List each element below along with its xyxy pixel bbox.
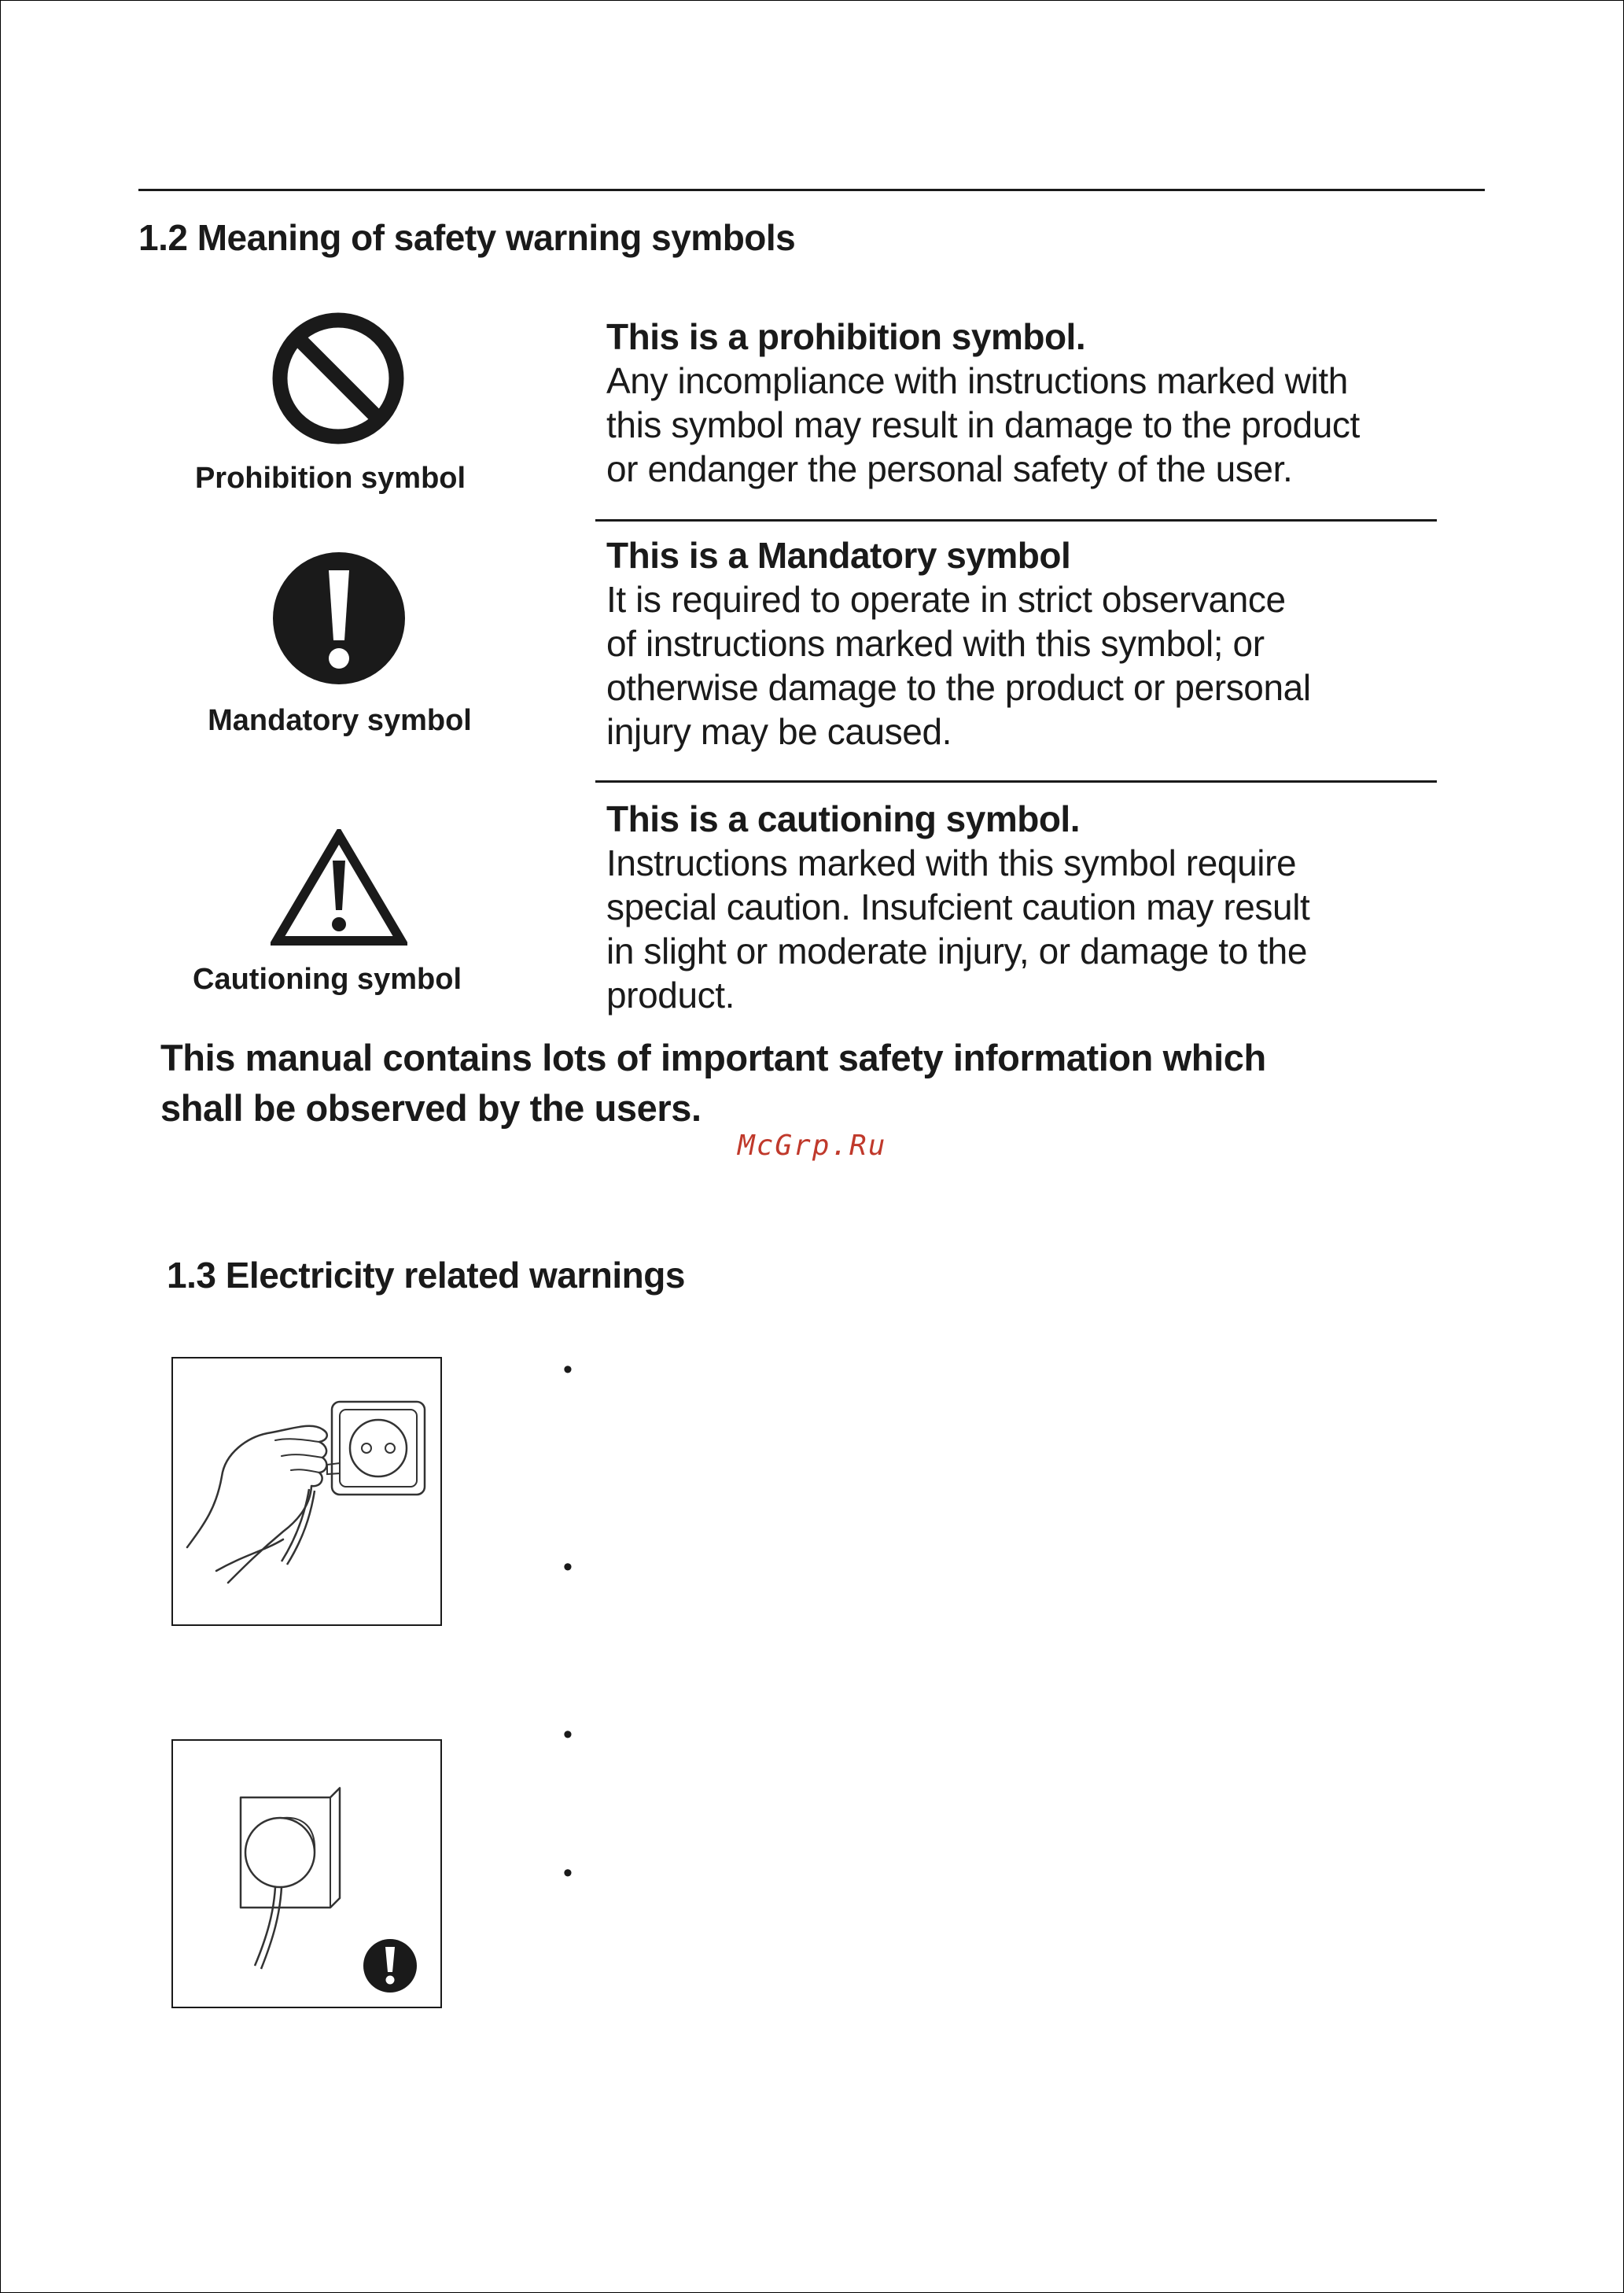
mandatory-title: This is a Mandatory symbol bbox=[606, 535, 1071, 576]
bullet-4: • bbox=[563, 1858, 573, 1888]
prohibition-icon bbox=[271, 312, 405, 445]
caution-title: This is a cautioning symbol. bbox=[606, 798, 1080, 839]
prohibition-symbol-label: Prohibition symbol bbox=[194, 462, 466, 495]
wall-socket-mandatory-icon bbox=[173, 1741, 440, 2007]
mandatory-body: It is required to operate in strict observance of instructions marked with this symbol; or otherwise damage to the product or personal injury may be caused. bbox=[606, 579, 1311, 752]
caution-symbol-label: Cautioning symbol bbox=[193, 963, 462, 996]
section-1-2-heading: 1.2 Meaning of safety warning symbols bbox=[138, 217, 796, 258]
caution-description bbox=[606, 797, 1448, 1017]
prohibition-title: This is a prohibition symbol. bbox=[606, 316, 1086, 357]
hand-unplugging-socket-icon bbox=[173, 1358, 440, 1624]
top-rule bbox=[138, 189, 1485, 191]
prohibition-body: Any incompliance with instructions marked with this symbol may result in damage to the product or endanger the personal safety of the user. bbox=[606, 360, 1360, 489]
divider-rule-2 bbox=[595, 780, 1437, 783]
bullet-1: • bbox=[563, 1355, 573, 1384]
mandatory-icon bbox=[272, 551, 406, 685]
caution-body: Instructions marked with this symbol require special caution. Insufcient caution may result in slight or moderate injury, or damage to the product. bbox=[606, 842, 1310, 1016]
bullet-2: • bbox=[563, 1552, 573, 1582]
unplug-illustration-box bbox=[171, 1357, 442, 1626]
mandatory-symbol-label: Mandatory symbol bbox=[208, 704, 472, 737]
bullet-3: • bbox=[563, 1720, 573, 1749]
caution-icon bbox=[271, 829, 407, 947]
mandatory-description bbox=[606, 533, 1448, 754]
socket-illustration-box bbox=[171, 1739, 442, 2008]
section-1-3-heading: 1.3 Electricity related warnings bbox=[167, 1255, 685, 1296]
prohibition-description bbox=[606, 315, 1448, 491]
watermark: McGrp.Ru bbox=[738, 1130, 887, 1162]
safety-notice: This manual contains lots of important safety information which shall be observed by the users. bbox=[160, 1037, 1266, 1129]
divider-rule-1 bbox=[595, 519, 1437, 522]
